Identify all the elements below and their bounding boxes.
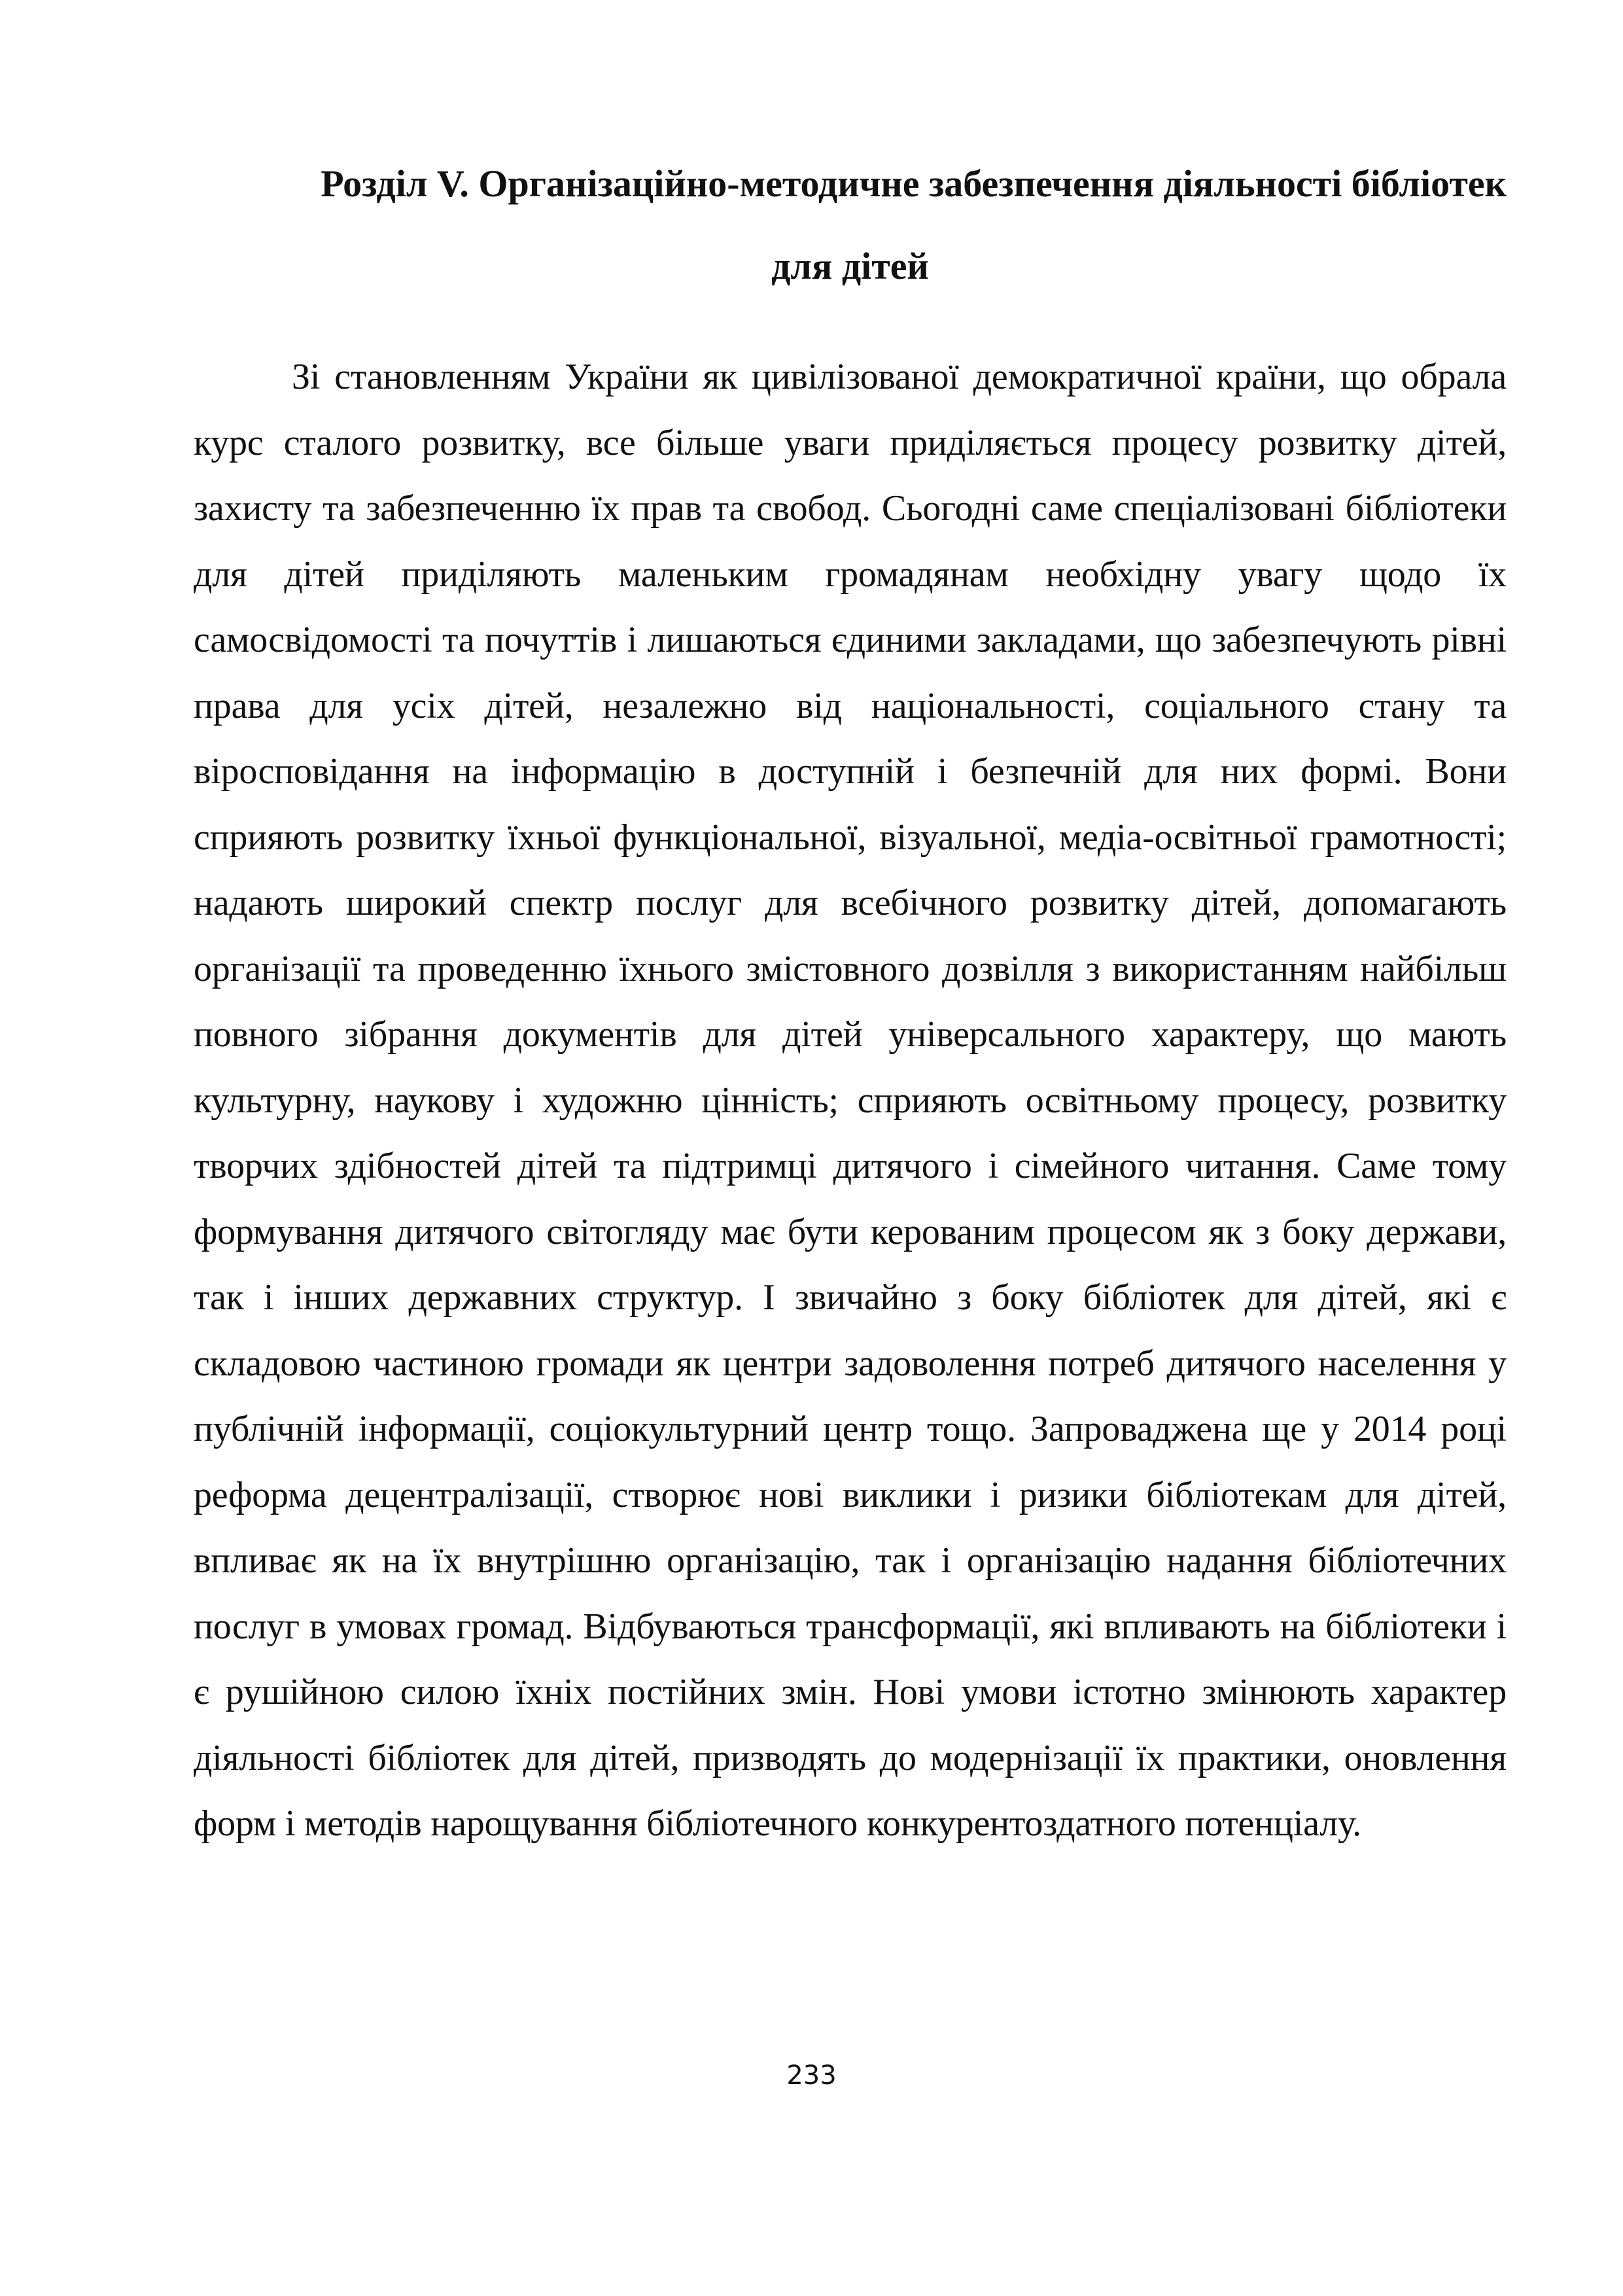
body-paragraph: Зі становленням України як цивілізованої демократичної країни, що обрала курс сталого розвитку, все більше уваги приділяється процесу розвитку дітей, захисту та забезпеченню їх прав та свобод. Сьогодні саме спеціалізовані бібліотеки для дітей приділяють маленьким громадянам необхідну увагу щодо їх самосвідомості та почуттів і лишаються єдиними закладами, що забезпечують рівні права для усіх дітей, незалежно від національності, соціального стану та віросповідання на інформацію в доступній і безпечній для них формі. Вони сприяють розвитку їхньої функціональної, візуальної, медіа-освітньої грамотності; надають широкий спектр послуг для всебічного розвитку дітей, допомагають організації та проведенню їхнього змістовного дозвілля з використанням найбільш повного зібрання документів для дітей універсального характеру, що мають культурну, наукову і художню цінність; сприяють освітньому процесу, розвитку творчих здібностей дітей та підтримці дитячого і сімейного читання. Саме тому формування дитячого світогляду має бути керованим процесом як з боку держави, так і інших державних структур. І звичайно з боку бібліотек для дітей, які є складовою частиною громади як центри задоволення потреб дитячого населення у публічній інформації, соціокультурний центр тощо. Запроваджена ще у 2014 році реформа децентралізації, створює нові виклики і ризики бібліотекам для дітей, впливає як на їх внутрішню організацію, так і організацію надання бібліотечних послуг в умовах громад. Відбуваються трансформації, які впливають на бібліотеки і є рушійною силою їхніх постійних змін. Нові умови істотно змінюють характер діяльності бібліотек для дітей, призводять до модернізації їх практики, оновлення форм і методів нарощування бібліотечного конкурентоздатного потенціалу.: [194, 357, 1507, 1844]
page-number: 233: [786, 2060, 837, 2091]
section-heading-line-2: для дітей: [771, 245, 929, 287]
section-heading-line-1: Розділ V. Організаційно-методичне забезпечення діяльності бібліотек: [321, 162, 1507, 205]
section-heading: [194, 143, 1507, 308]
